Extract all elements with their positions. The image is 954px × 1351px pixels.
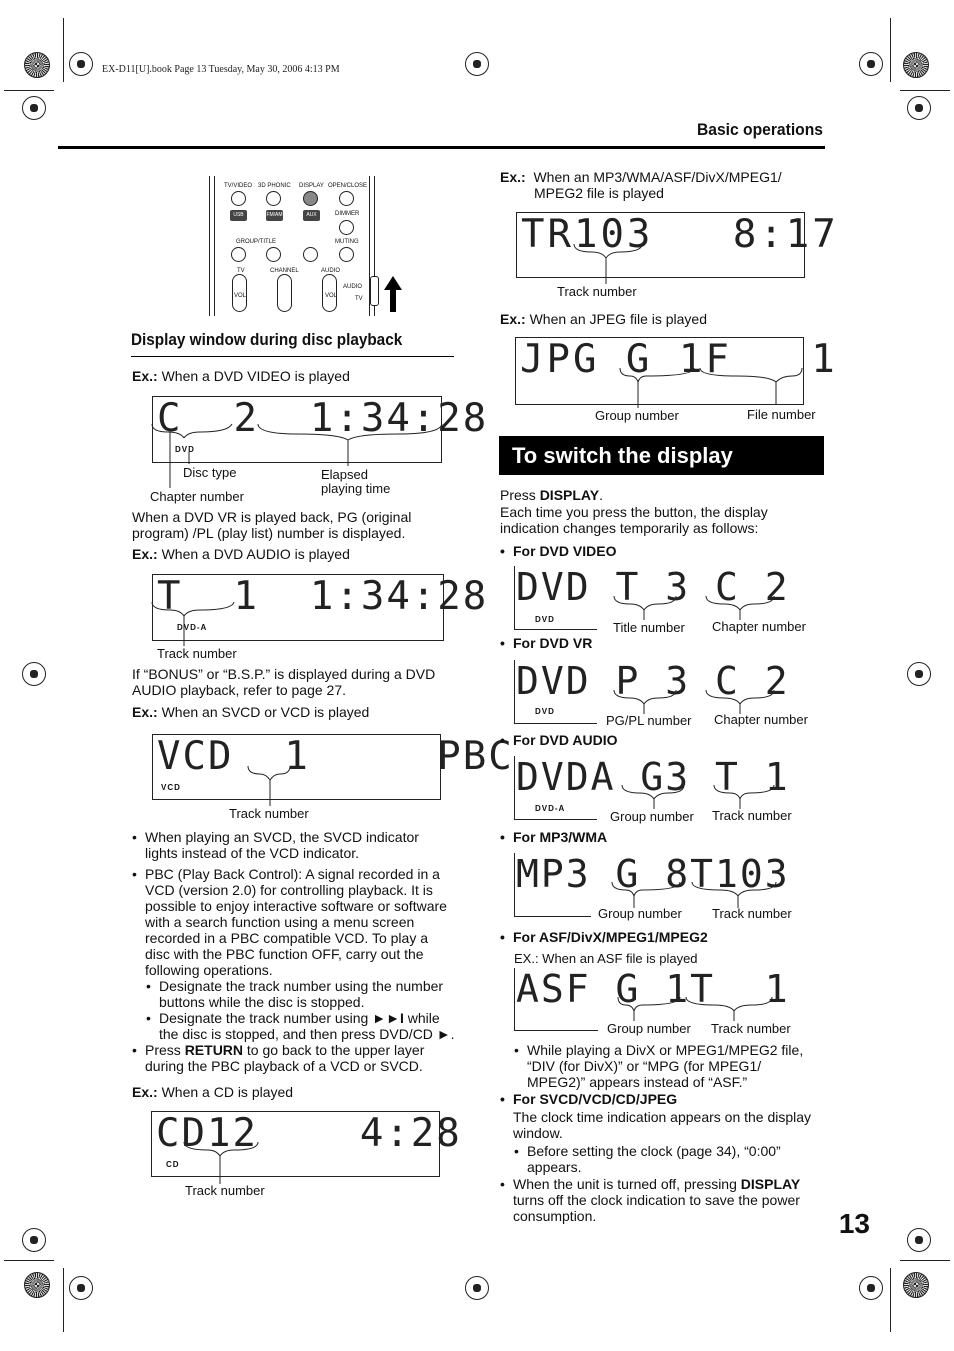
remote-label: TV bbox=[237, 268, 245, 274]
mode-title: • For DVD AUDIO bbox=[513, 732, 617, 748]
crop-line bbox=[4, 90, 54, 91]
label-track-number: Track number bbox=[185, 1183, 265, 1198]
mode-sub: EX.: When an ASF file is played bbox=[514, 951, 698, 966]
lcd-text: VCD 1 PBC bbox=[157, 734, 514, 779]
open-close-button bbox=[339, 191, 354, 206]
switch-intro: Each time you press the button, the display indication changes temporarily as follows: bbox=[500, 504, 768, 536]
label-track-number: Track number bbox=[712, 906, 792, 921]
bonus-note: If “BONUS” or “B.S.P.” is displayed during a DVD AUDIO playback, refer to page 27. bbox=[132, 666, 436, 698]
brackets bbox=[570, 240, 650, 286]
remote-label: DISPLAY bbox=[299, 183, 324, 189]
crop-line bbox=[890, 18, 891, 82]
lcd-indicator: DVD-A bbox=[177, 623, 208, 632]
svcd-text: The clock time indication appears on the display window. bbox=[513, 1109, 812, 1141]
registration-sunburst bbox=[24, 1272, 50, 1298]
mode-title-svcd: • For SVCD/VCD/CD/JPEG bbox=[513, 1091, 677, 1107]
registration-mark bbox=[69, 52, 93, 76]
label-elapsed-2: playing time bbox=[321, 481, 391, 496]
return-button bbox=[303, 247, 318, 262]
label-track-number: Track number bbox=[712, 808, 792, 823]
lcd-text: T 1 1:34:28 bbox=[157, 574, 489, 619]
lcd-mp3 bbox=[516, 212, 839, 278]
remote-label: CHANNEL bbox=[270, 268, 299, 274]
remote-label: MUTING bbox=[335, 239, 359, 245]
registration-mark bbox=[907, 96, 931, 120]
brackets bbox=[148, 598, 248, 648]
switch-heading: To switch the display bbox=[512, 443, 733, 468]
label-disc-type: Disc type bbox=[183, 465, 237, 480]
lcd-indicator: VCD bbox=[161, 783, 181, 792]
bullet-clock: • Before setting the clock (page 34), “0:00” appears. bbox=[527, 1143, 817, 1175]
label-title-number: Title number bbox=[613, 620, 685, 635]
registration-mark bbox=[22, 96, 46, 120]
skip-forward-button bbox=[266, 247, 281, 262]
label-group-number: Group number bbox=[607, 1021, 691, 1036]
remote-label: VOL bbox=[234, 293, 247, 299]
label-pgpl-number: PG/PL number bbox=[606, 713, 692, 728]
bullet-return: • Press RETURN to go back to the upper layer during the PBC playback of a VCD or SVCD. bbox=[145, 1042, 445, 1074]
remote-label: OPEN/CLOSE bbox=[328, 183, 368, 189]
header-rule bbox=[58, 146, 825, 149]
page-number: 13 bbox=[838, 1208, 870, 1239]
remote-label: GROUP/TITLE bbox=[236, 239, 277, 245]
print-info: EX-D11[U].book Page 13 Tuesday, May 30, 2006 4:13 PM bbox=[102, 64, 340, 75]
bullet-divx: • While playing a DivX or MPEG1/MPEG2 file, “DIV (for DivX)” or “MPG (for MPEG1/ MPEG2)” appears instead of “ASF.” bbox=[527, 1042, 819, 1090]
mode-switch bbox=[370, 276, 379, 306]
registration-mark bbox=[859, 52, 883, 76]
registration-mark bbox=[907, 662, 931, 686]
lcd-text: C 2 1:34:28 bbox=[157, 396, 489, 441]
3d-phonic-button bbox=[266, 191, 281, 206]
label-elapsed: Elapsed bbox=[321, 467, 368, 482]
bullet-power-off: • When the unit is turned off, pressing DISPLAY turns off the clock indication to save the power consumption. bbox=[513, 1176, 823, 1224]
registration-mark bbox=[22, 662, 46, 686]
aux-button: AUX bbox=[303, 210, 320, 221]
skip-back-button bbox=[231, 247, 246, 262]
lcd-indicator: DVD bbox=[535, 615, 555, 624]
label-track-number: Track number bbox=[711, 1021, 791, 1036]
section-heading: Display window during disc playback bbox=[131, 330, 403, 349]
label-chapter-number: Chapter number bbox=[714, 712, 808, 727]
press-display: Press DISPLAY. bbox=[500, 487, 603, 503]
bullet-designate-2: • Designate the track number using ►►I while the disc is stopped, and then press DVD/CD ►. bbox=[159, 1010, 457, 1042]
display-button bbox=[303, 191, 318, 206]
crop-line bbox=[63, 1268, 64, 1332]
usb-button: USB bbox=[230, 210, 247, 221]
brackets bbox=[244, 762, 304, 808]
label-chapter-number: Chapter number bbox=[150, 489, 244, 504]
remote-illustration bbox=[209, 176, 405, 316]
bullet-pbc: • PBC (Play Back Control): A signal recorded in a VCD (version 2.0) for controlling playback. It is possible to enjoy interactive software or software with a search function using a menu screen recorded in a PBC compatible VCD. To play a disc with the PBC function OFF, carry out the following operations. bbox=[145, 866, 453, 978]
label-group-number: Group number bbox=[598, 906, 682, 921]
crop-line bbox=[63, 18, 64, 82]
brackets bbox=[180, 1138, 270, 1186]
remote-label: TV bbox=[355, 296, 363, 302]
mode-title: • For ASF/DivX/MPEG1/MPEG2 bbox=[513, 929, 708, 945]
mode-title: • For DVD VIDEO bbox=[513, 543, 616, 559]
remote-label: AUDIO bbox=[321, 268, 341, 274]
example-dvd-video: Ex.: When a DVD VIDEO is played bbox=[132, 368, 350, 384]
registration-mark bbox=[22, 1228, 46, 1252]
lcd-text: DVD T 3 C 2 bbox=[516, 565, 790, 609]
label-chapter-number: Chapter number bbox=[712, 619, 806, 634]
example-mp3: Ex.: When an MP3/WMA/ASF/DivX/MPEG1/ MPEG2 file is played bbox=[500, 169, 782, 201]
lcd-text: JPG G 1F 1 bbox=[520, 337, 838, 382]
remote-label: AUDIO bbox=[343, 284, 363, 290]
remote-label: TV/VIDEO bbox=[224, 183, 253, 189]
mode-title: • For DVD VR bbox=[513, 635, 592, 651]
registration-sunburst bbox=[903, 52, 929, 78]
brackets bbox=[610, 594, 780, 622]
registration-sunburst bbox=[903, 1272, 929, 1298]
label-file-number: File number bbox=[747, 407, 816, 422]
dvdvr-note: When a DVD VR is played back, PG (original program) /PL (play list) number is displayed. bbox=[132, 509, 412, 541]
brackets bbox=[618, 783, 788, 811]
lcd-indicator: CD bbox=[166, 1160, 180, 1169]
example-dvd-audio: Ex.: When a DVD AUDIO is played bbox=[132, 546, 350, 562]
registration-sunburst bbox=[24, 52, 50, 78]
registration-mark bbox=[859, 1276, 883, 1300]
mode-title: • For MP3/WMA bbox=[513, 829, 607, 845]
lcd-indicator: DVD-A bbox=[535, 804, 566, 813]
label-track-number: Track number bbox=[557, 284, 637, 299]
lcd-text: DVD P 3 C 2 bbox=[516, 659, 790, 703]
registration-mark bbox=[907, 1228, 931, 1252]
label-group-number: Group number bbox=[595, 408, 679, 423]
remote-label: DIMMER bbox=[335, 211, 360, 217]
header-title: Basic operations bbox=[696, 120, 823, 139]
fm-am-button: FM/AM bbox=[266, 210, 283, 221]
lcd-indicator: DVD bbox=[535, 707, 555, 716]
example-cd: Ex.: When a CD is played bbox=[132, 1084, 294, 1100]
lcd-indicator: DVD bbox=[175, 445, 195, 454]
bullet-svcd: • When playing an SVCD, the SVCD indicator lights instead of the VCD indicator. bbox=[145, 829, 450, 861]
example-vcd: Ex.: When an SVCD or VCD is played bbox=[132, 704, 370, 720]
channel-rocker bbox=[277, 274, 292, 312]
section-rule bbox=[131, 356, 454, 357]
up-arrow-icon bbox=[382, 274, 404, 314]
remote-label: VOL bbox=[325, 293, 338, 299]
brackets bbox=[614, 995, 784, 1023]
crop-line bbox=[4, 1260, 54, 1261]
label-group-number: Group number bbox=[610, 809, 694, 824]
lcd-text: ASF G 1T 1 bbox=[516, 967, 790, 1011]
lcd-text: TR103 8:17 bbox=[521, 212, 839, 257]
remote-label: 3D PHONIC bbox=[258, 183, 291, 189]
lcd-text: DVDA G3 T 1 bbox=[516, 755, 790, 799]
registration-mark bbox=[465, 52, 489, 76]
example-jpeg: Ex.: When an JPEG file is played bbox=[500, 311, 707, 327]
label-track-number: Track number bbox=[157, 646, 237, 661]
crop-line bbox=[890, 1268, 891, 1332]
lcd-text: CD12 4:28 bbox=[156, 1111, 462, 1156]
crop-line bbox=[900, 1260, 950, 1261]
muting-button bbox=[339, 247, 354, 262]
dimmer-button bbox=[339, 220, 354, 235]
registration-mark bbox=[465, 1276, 489, 1300]
brackets bbox=[616, 364, 806, 410]
brackets bbox=[148, 420, 448, 500]
crop-line bbox=[900, 90, 950, 91]
label-track-number: Track number bbox=[229, 806, 309, 821]
registration-mark bbox=[69, 1276, 93, 1300]
tv-video-button bbox=[231, 191, 246, 206]
lcd-text: MP3 G 8T103 bbox=[516, 852, 790, 896]
bullet-designate-1: • Designate the track number using the number buttons while the disc is stopped. bbox=[159, 978, 455, 1010]
